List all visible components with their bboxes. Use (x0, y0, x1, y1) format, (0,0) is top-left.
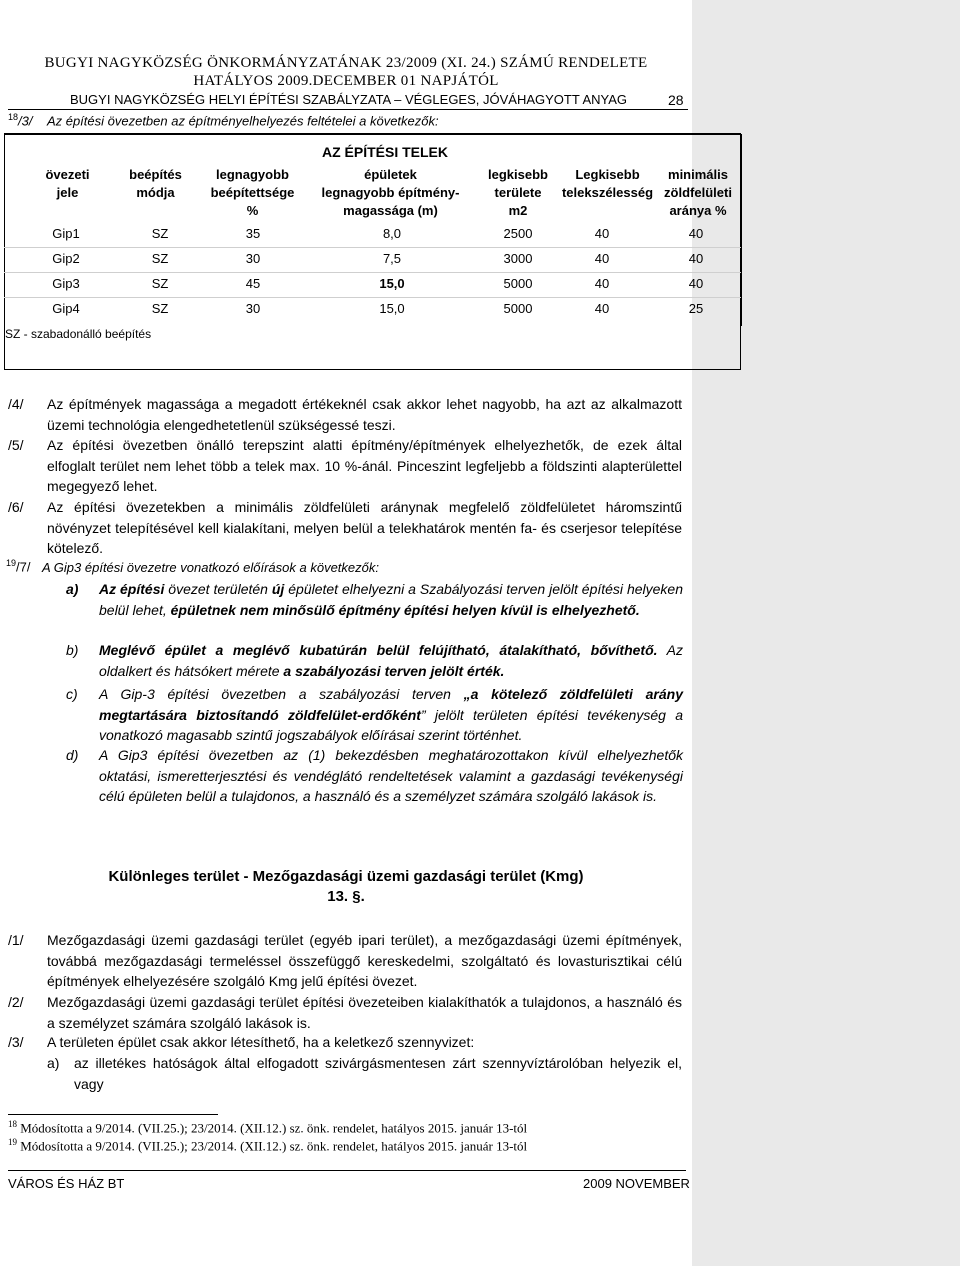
col-header-green-ratio: minimális zöldfelületi aránya % (664, 167, 732, 218)
cell-area: 5000 (503, 301, 533, 316)
section-number: 13. §. (327, 888, 365, 905)
cell-coverage: 30 (245, 301, 261, 316)
cell-height: 15,0 (379, 276, 405, 291)
intro-line (8, 112, 439, 128)
section-item-a: az illetékes hatóságok által elfogadott szivárgásmentesen zárt szennyvíztárolóban helyezik el, vagy (74, 1055, 682, 1092)
cell-green: 40 (688, 251, 704, 266)
footer-left: VÁROS ÉS HÁZ BT (8, 1176, 125, 1191)
cell-mode: SZ (151, 251, 169, 266)
header-rule (8, 109, 688, 110)
cell-green: 40 (688, 226, 704, 241)
footnote-ref: 18 (8, 112, 19, 122)
page-number: 28 (668, 92, 684, 108)
col-header-min-width: Legkisebb telekszélesség (561, 167, 654, 200)
col-header-height: épületek legnagyobb építmény- magassága (m) (321, 167, 460, 218)
item-c: A Gip-3 építési övezetben a szabályozási terven „a kötelező zöldfelületi arány megtartására biztosítandó zöldfelület-erdőként” jelölt területen építési tevékenység a vonatkozó magasabb szintű jogszabályok előírásai szerint történhet. (99, 686, 684, 743)
intro-number: /3/ (18, 113, 33, 129)
cell-area: 2500 (503, 226, 533, 241)
item-b: Meglévő épület a meglévő kubatúrán belül felújítható, átalakítható, bővíthető. Az oldalkert és hátsókert mérete a szabályozási terven jelölt érték. (99, 642, 683, 679)
header-title: BUGYI NAGYKÖZSÉG ÖNKORMÁNYZATÁNAK 23/2009 (XI. 24.) SZÁMÚ RENDELETE (44, 55, 648, 71)
cell-zone: Gip1 (52, 226, 80, 241)
paragraph-6: Az építési övezetekben a minimális zöldfelületi aránynak megfelelő zöldfelületet háromszintű növényzet telepítésével kell kialakítani, melyen belül a telekhatárok mentén fa- és cserjesor telepítése kötelező. (47, 499, 682, 556)
col-header-min-area: legkisebb területe m2 (488, 167, 548, 218)
item-label: b) (66, 642, 79, 658)
paragraph-number: /2/ (8, 994, 24, 1010)
footnote-ref: 19 (6, 558, 17, 568)
paragraph-4: Az építmények magassága a megadott értékeknél csak akkor lehet nagyobb, ha azt az alkalmazott üzemi technológia elengedhetetlenül szükségessé teszi. (47, 396, 682, 433)
table-group-header: AZ ÉPÍTÉSI TELEK (321, 144, 448, 160)
cell-mode: SZ (151, 301, 169, 316)
paragraph-7-number (6, 558, 30, 574)
cell-area: 3000 (503, 251, 533, 266)
cell-mode: SZ (151, 276, 169, 291)
row-divider (4, 297, 741, 298)
row-divider (4, 272, 741, 273)
col-header-zone: övezeti jele (45, 167, 90, 200)
section-paragraph-2: Mezőgazdasági üzemi gazdasági terület építési övezeteiben kialakíthatók a tulajdonos, a használó és a személyzet számára szolgáló lakások is. (47, 994, 682, 1031)
section-title: Különleges terület - Mezőgazdasági üzemi gazdasági terület (Kmg) (108, 868, 584, 885)
header-doc-name: BUGYI NAGYKÖZSÉG HELYI ÉPÍTÉSI SZABÁLYZATA – VÉGLEGES, JÓVÁHAGYOTT ANYAG (70, 92, 627, 107)
item-label: c) (66, 686, 78, 702)
footer-right: 2009 NOVEMBER (583, 1176, 690, 1191)
cell-coverage: 30 (245, 251, 261, 266)
cell-height: 7,5 (382, 251, 402, 266)
table-note: SZ - szabadonálló beépítés (5, 327, 152, 341)
paragraph-number: /4/ (8, 396, 24, 412)
paragraph-number: /7/ (16, 559, 31, 575)
cell-width: 40 (594, 301, 610, 316)
cell-coverage: 45 (245, 276, 261, 291)
cell-height: 8,0 (382, 226, 402, 241)
cell-zone: Gip3 (52, 276, 80, 291)
cell-coverage: 35 (245, 226, 261, 241)
footnote-18: $^{18}$ Módosította a 9/2014. (VII.25.); 23/2014. (XII.12.) sz. önk. rendelet, hatályos 2015. január 13-tól (8, 1119, 528, 1136)
cell-area: 5000 (503, 276, 533, 291)
section-paragraph-3: A területen épület csak akkor létesíthető, ha a keletkező szennyvizet: (47, 1034, 475, 1050)
item-d: A Gip3 építési övezetben az (1) bekezdésben meghatározottakon kívül elhelyezhetők oktatási, ismeretterjesztési és vendéglátó rendeltetések valamint a gazdasági tevékenységi célú épületen belül a tulajdonos, a használó és a személyzet számára szolgáló lakások is. (99, 747, 683, 804)
col-header-build-mode: beépítés módja (129, 167, 182, 200)
item-a: Az építési övezet területén új épületet elhelyezni a Szabályozási terven jelölt építési helyeken belül lehet, épületnek nem minősülő építmény építési helyen kívül is elhelyezhető. (99, 581, 684, 618)
item-label: a) (66, 581, 79, 597)
footnote-19: $^{19}$ Módosította a 9/2014. (VII.25.); 23/2014. (XII.12.) sz. önk. rendelet, hatályos 2015. január 13-tól (8, 1137, 528, 1154)
header-subtitle: HATÁLYOS 2009.DECEMBER 01 NAPJÁTÓL (193, 73, 499, 89)
paragraph-5: Az építési övezetben önálló terepszint alatti építmény/építmények elhelyezhetők, de ezek által elfoglalt terület nem lehet több a telek max. 10 %-ánál. Pinceszint legfeljebb a földszinti alapterülettel megegyező lehet. (47, 437, 682, 494)
col-header-coverage: legnagyobb beépítettsége % (210, 167, 295, 218)
cell-width: 40 (594, 226, 610, 241)
cell-width: 40 (594, 251, 610, 266)
footnote-rule (8, 1114, 218, 1115)
paragraph-number: /3/ (8, 1034, 24, 1050)
item-label: d) (66, 747, 79, 763)
cell-zone: Gip4 (52, 301, 80, 316)
cell-zone: Gip2 (52, 251, 80, 266)
cell-green: 25 (688, 301, 704, 316)
section-paragraph-1: Mezőgazdasági üzemi gazdasági terület (egyéb ipari terület), a mezőgazdasági üzemi építmények, továbbá mezőgazdasági termeléssel összefüggő kereskedelmi, szolgáltató és lovasturisztikai célú építmények elhelyezésére szolgáló Kmg jelű építési övezet. (47, 932, 682, 989)
cell-width: 40 (594, 276, 610, 291)
intro-text: Az építési övezetben az építményelhelyezés feltételei a következők: (46, 113, 439, 129)
cell-mode: SZ (151, 226, 169, 241)
paragraph-number: /6/ (8, 499, 24, 515)
footer-rule (8, 1170, 686, 1171)
item-label: a) (47, 1055, 60, 1071)
cell-green: 40 (688, 276, 704, 291)
paragraph-number: /1/ (8, 932, 24, 948)
row-divider (4, 247, 741, 248)
paragraph-7: A Gip3 építési övezetre vonatkozó előírások a következők: (42, 560, 379, 575)
paragraph-number: /5/ (8, 437, 24, 453)
cell-height: 15,0 (379, 301, 405, 316)
